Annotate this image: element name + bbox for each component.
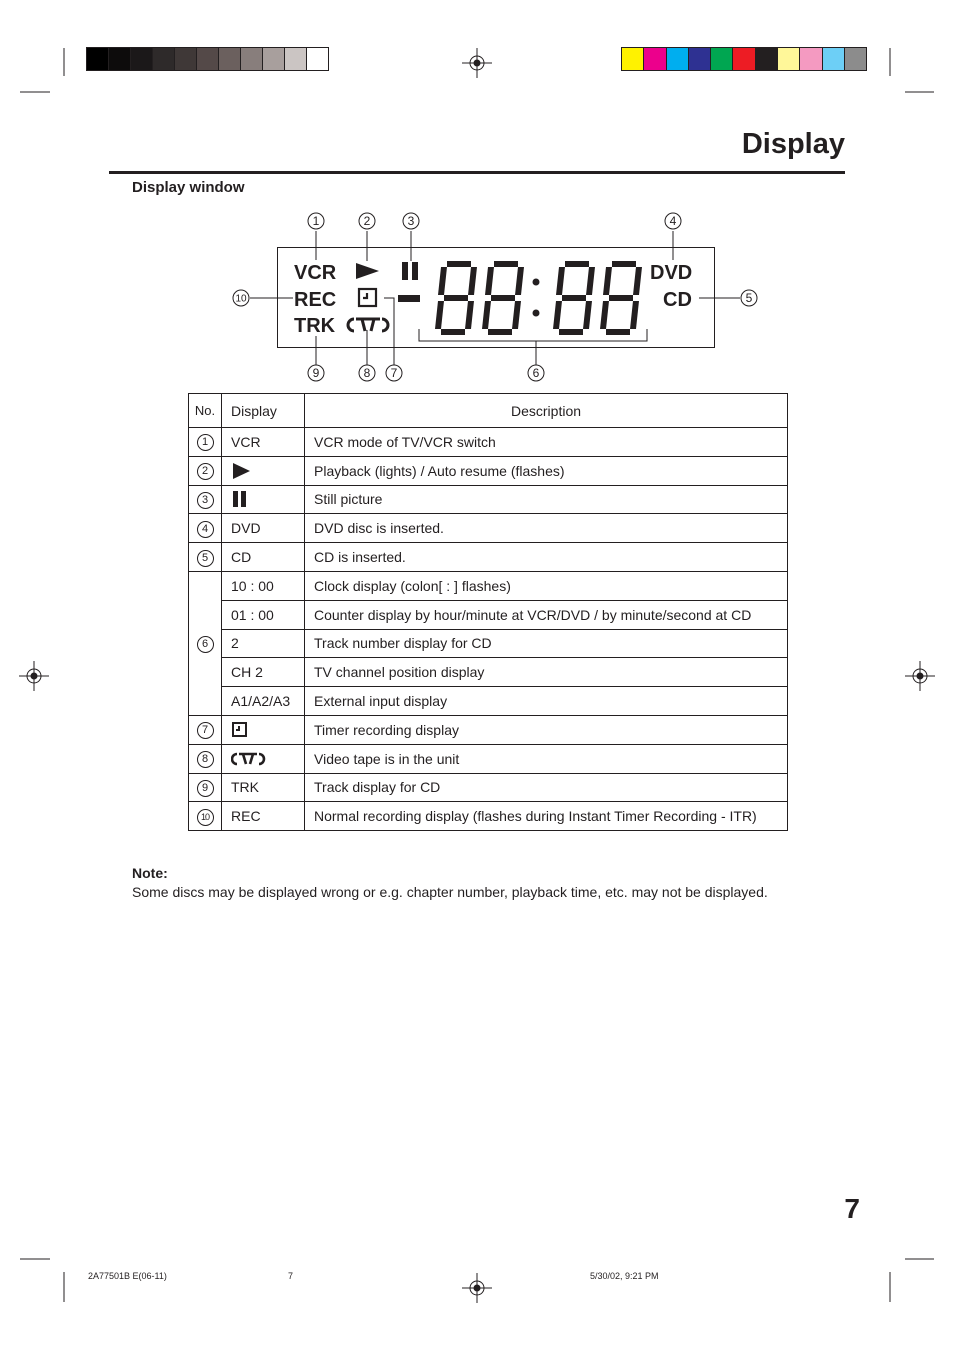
number-badge: 10 [197, 809, 214, 826]
row-number [189, 456, 222, 485]
svg-text:6: 6 [532, 366, 540, 380]
lcd-seven-segment-digits [435, 261, 642, 335]
description: Video tape is in the unit [305, 744, 788, 773]
description: External input display [305, 687, 788, 716]
callout-1 [308, 213, 324, 229]
lcd-segment [465, 301, 474, 329]
color-swatch [711, 48, 733, 70]
description: VCR mode of TV/VCR switch [305, 428, 788, 457]
display-label: A1/A2/A3 [222, 687, 305, 716]
color-swatch [285, 48, 307, 70]
lcd-segment [512, 301, 521, 329]
lcd-trk: TRK [294, 315, 336, 337]
lcd-dvd: DVD [650, 262, 693, 284]
svg-text:2: 2 [363, 214, 371, 228]
row-number [189, 773, 222, 802]
table-row [189, 428, 788, 457]
lcd-segment [606, 329, 630, 335]
row-number [189, 485, 222, 514]
table-row [189, 744, 788, 773]
color-swatch [644, 48, 666, 70]
description: Clock display (colon[ : ] flashes) [305, 571, 788, 600]
callout-5 [741, 290, 757, 306]
lcd-timer-icon [359, 289, 376, 306]
callout-7 [386, 365, 402, 381]
table-row [189, 658, 788, 687]
color-swatch [241, 48, 263, 70]
lcd-segment [609, 295, 633, 301]
number-badge: 8 [197, 751, 214, 768]
callout-2 [359, 213, 375, 229]
lcd-segment [600, 301, 609, 329]
svg-text:7: 7 [390, 366, 398, 380]
lcd-segment [441, 329, 465, 335]
lcd-segment [630, 301, 639, 329]
header-no: No. [189, 394, 222, 428]
lcd-segment [603, 267, 612, 295]
description: Counter display by hour/minute at VCR/DVD / by minute/second at CD [305, 600, 788, 629]
color-swatch [667, 48, 689, 70]
svg-text:10: 10 [235, 293, 247, 305]
color-swatch [131, 48, 153, 70]
color-swatch [175, 48, 197, 70]
lcd-segment [633, 267, 642, 295]
lcd-segment [583, 301, 592, 329]
note-heading: Note: [132, 865, 168, 881]
number-badge: 7 [197, 722, 214, 739]
registration-target-left [19, 661, 49, 691]
number-badge: 4 [197, 521, 214, 538]
callout-3 [403, 213, 419, 229]
lcd-segment [444, 295, 468, 301]
number-badge: 9 [197, 780, 214, 797]
row-number [189, 571, 222, 715]
header-description: Description [305, 394, 788, 428]
tape-icon [222, 744, 305, 773]
svg-text:5: 5 [745, 291, 753, 305]
display-window-diagram [225, 205, 765, 390]
table-row [189, 485, 788, 514]
callout-6 [528, 365, 544, 381]
footer-date: 5/30/02, 9:21 PM [590, 1271, 659, 1281]
table-row [189, 687, 788, 716]
color-swatch [845, 48, 866, 70]
lcd-tape-icon [348, 319, 388, 331]
color-swatch [109, 48, 131, 70]
lcd-segment [468, 267, 477, 295]
table-row [189, 571, 788, 600]
lcd-cd: CD [663, 289, 692, 311]
registration-target-right [905, 661, 935, 691]
table-row [189, 773, 788, 802]
lcd-digit-3 [553, 261, 595, 335]
description: Normal recording display (flashes during Instant Timer Recording - ITR) [305, 802, 788, 831]
color-swatch [153, 48, 175, 70]
svg-text:3: 3 [407, 214, 415, 228]
lcd-segment [565, 261, 589, 267]
header-display: Display [222, 394, 305, 428]
row-number [189, 744, 222, 773]
play-icon [222, 456, 305, 485]
display-label: 2 [222, 629, 305, 658]
description: Track number display for CD [305, 629, 788, 658]
row-number [189, 715, 222, 744]
row-number [189, 802, 222, 831]
callout-10 [233, 290, 249, 306]
lcd-segment [612, 261, 636, 267]
lcd-segment [556, 267, 565, 295]
color-swatch [689, 48, 711, 70]
row-number [189, 543, 222, 572]
table-row [189, 715, 788, 744]
color-swatch [219, 48, 241, 70]
display-label: DVD [222, 514, 305, 543]
lcd-rec: REC [294, 289, 337, 311]
timer-icon [222, 715, 305, 744]
callout-9 [308, 365, 324, 381]
lcd-segment [553, 301, 562, 329]
display-table [188, 393, 788, 831]
number-badge: 2 [197, 463, 214, 480]
lcd-colon-bottom [533, 310, 540, 317]
callout-8 [359, 365, 375, 381]
color-swatch [823, 48, 845, 70]
color-swatch [800, 48, 822, 70]
number-badge: 6 [197, 636, 214, 653]
description: Track display for CD [305, 773, 788, 802]
lcd-digit-4 [600, 261, 642, 335]
number-badge: 5 [197, 550, 214, 567]
registration-target-top [462, 48, 492, 78]
svg-text:8: 8 [363, 366, 371, 380]
lcd-segment [562, 295, 586, 301]
table-row [189, 543, 788, 572]
table-row [189, 629, 788, 658]
table-row [189, 514, 788, 543]
display-label: VCR [222, 428, 305, 457]
title-rule [109, 171, 845, 174]
lcd-segment [447, 261, 471, 267]
color-bar [621, 47, 867, 71]
color-swatch [756, 48, 778, 70]
lcd-digit-1 [435, 261, 477, 335]
footer-code: 2A77501B E(06-11) [88, 1271, 167, 1281]
section-heading: Display window [132, 179, 245, 196]
number-badge: 1 [197, 434, 214, 451]
lcd-play-icon [356, 263, 379, 279]
color-swatch [263, 48, 285, 70]
lcd-digit-2 [482, 261, 524, 335]
lcd-colon-top [533, 279, 540, 286]
svg-text:9: 9 [312, 366, 320, 380]
footer-page: 7 [288, 1271, 294, 1281]
color-swatch [778, 48, 800, 70]
description: CD is inserted. [305, 543, 788, 572]
color-swatch [622, 48, 644, 70]
number-badge: 3 [197, 492, 214, 509]
page-number: 7 [844, 1193, 860, 1224]
lcd-pause-icon [402, 262, 418, 280]
table-header-row [189, 394, 788, 428]
svg-text:4: 4 [669, 214, 677, 228]
lcd-segment [482, 301, 491, 329]
lcd-segment [586, 267, 595, 295]
description: DVD disc is inserted. [305, 514, 788, 543]
registration-target-bottom [462, 1273, 492, 1303]
description: Timer recording display [305, 715, 788, 744]
description: TV channel position display [305, 658, 788, 687]
lcd-segment [488, 329, 512, 335]
description: Still picture [305, 485, 788, 514]
callout-4 [665, 213, 681, 229]
lcd-segment [491, 295, 515, 301]
color-swatch [733, 48, 755, 70]
lcd-minus-segment [398, 295, 420, 302]
display-label: 10 : 00 [222, 571, 305, 600]
table-row [189, 600, 788, 629]
pause-icon [222, 485, 305, 514]
lcd-segment [485, 267, 494, 295]
display-label: TRK [222, 773, 305, 802]
color-swatch [197, 48, 219, 70]
color-swatch [87, 48, 109, 70]
svg-text:1: 1 [312, 214, 320, 228]
grayscale-bar [86, 47, 329, 71]
display-label: CH 2 [222, 658, 305, 687]
lcd-vcr: VCR [294, 262, 337, 284]
row-number [189, 514, 222, 543]
lcd-segment [435, 301, 444, 329]
lcd-segment [494, 261, 518, 267]
row-number [189, 428, 222, 457]
table-row [189, 456, 788, 485]
page-title: Display [741, 128, 845, 160]
display-label: 01 : 00 [222, 600, 305, 629]
color-swatch [307, 48, 328, 70]
note-text: Some discs may be displayed wrong or e.g. chapter number, playback time, etc. may not be displayed. [132, 884, 768, 900]
description: Playback (lights) / Auto resume (flashes) [305, 456, 788, 485]
lcd-segment [438, 267, 447, 295]
display-label: CD [222, 543, 305, 572]
lcd-segment [515, 267, 524, 295]
lcd-segment [559, 329, 583, 335]
table-row [189, 802, 788, 831]
display-label: REC [222, 802, 305, 831]
